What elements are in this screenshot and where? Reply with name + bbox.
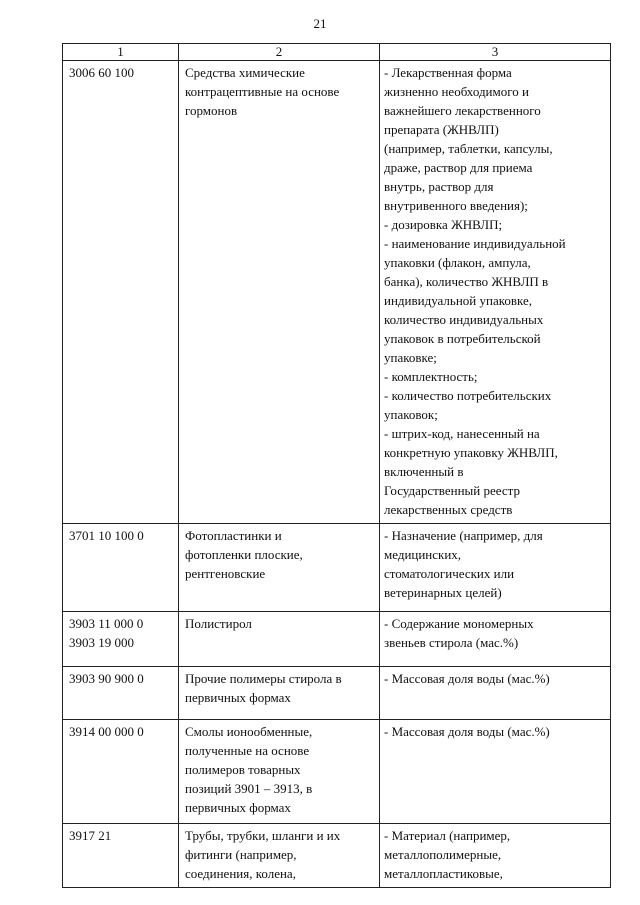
name-cell: Полистирол <box>179 612 380 667</box>
attributes-cell: - Массовая доля воды (мас.%) <box>380 720 611 824</box>
code-cell: 3903 90 900 0 <box>63 667 179 720</box>
attributes-cell: - Лекарственная форма жизненно необходимого и важнейшего лекарственного препарата (ЖНВЛП) (например, таблетки, капсулы, драже, раствор для приема внутрь, раствор для внутривенного введения); - дозировка ЖНВЛП; - наименование индивидуальной упаковки (флакон, ампула, банка), количество ЖНВЛП в индивидуальной упаковке, количество индивидуальных упаковок в потребительской упаковке; - комплектность; - количество потребительских упаковок; - штрих-код, нанесенный на конкретную упаковку ЖНВЛП, включенный в Государственный реестр лекарственных средств <box>380 61 611 524</box>
code-cell: 3917 21 <box>63 824 179 888</box>
code-cell: 3701 10 100 0 <box>63 524 179 612</box>
table-row <box>63 824 611 888</box>
column-header: 1 <box>63 44 179 61</box>
attributes-cell: - Материал (например, металлополимерные, металлопластиковые, <box>380 824 611 888</box>
table-row <box>63 612 611 667</box>
table-row <box>63 720 611 824</box>
name-cell: Трубы, трубки, шланги и их фитинги (например, соединения, колена, <box>179 824 380 888</box>
table-row <box>63 667 611 720</box>
table-row <box>63 61 611 524</box>
code-cell: 3903 11 000 0 3903 19 000 <box>63 612 179 667</box>
attributes-cell: - Массовая доля воды (мас.%) <box>380 667 611 720</box>
name-cell: Прочие полимеры стирола в первичных формах <box>179 667 380 720</box>
column-header: 3 <box>380 44 611 61</box>
attributes-cell: - Назначение (например, для медицинских, стоматологических или ветеринарных целей) <box>380 524 611 612</box>
code-cell: 3006 60 100 <box>63 61 179 524</box>
page-number: 21 <box>313 16 327 31</box>
table-row <box>63 524 611 612</box>
name-cell: Смолы ионообменные, полученные на основе полимеров товарных позиций 3901 – 3913, в первичных формах <box>179 720 380 824</box>
table-header-row <box>63 44 611 61</box>
code-cell: 3914 00 000 0 <box>63 720 179 824</box>
name-cell: Средства химические контрацептивные на основе гормонов <box>179 61 380 524</box>
name-cell: Фотопластинки и фотопленки плоские, рентгеновские <box>179 524 380 612</box>
document-table <box>62 43 611 888</box>
attributes-cell: - Содержание мономерных звеньев стирола (мас.%) <box>380 612 611 667</box>
column-header: 2 <box>179 44 380 61</box>
